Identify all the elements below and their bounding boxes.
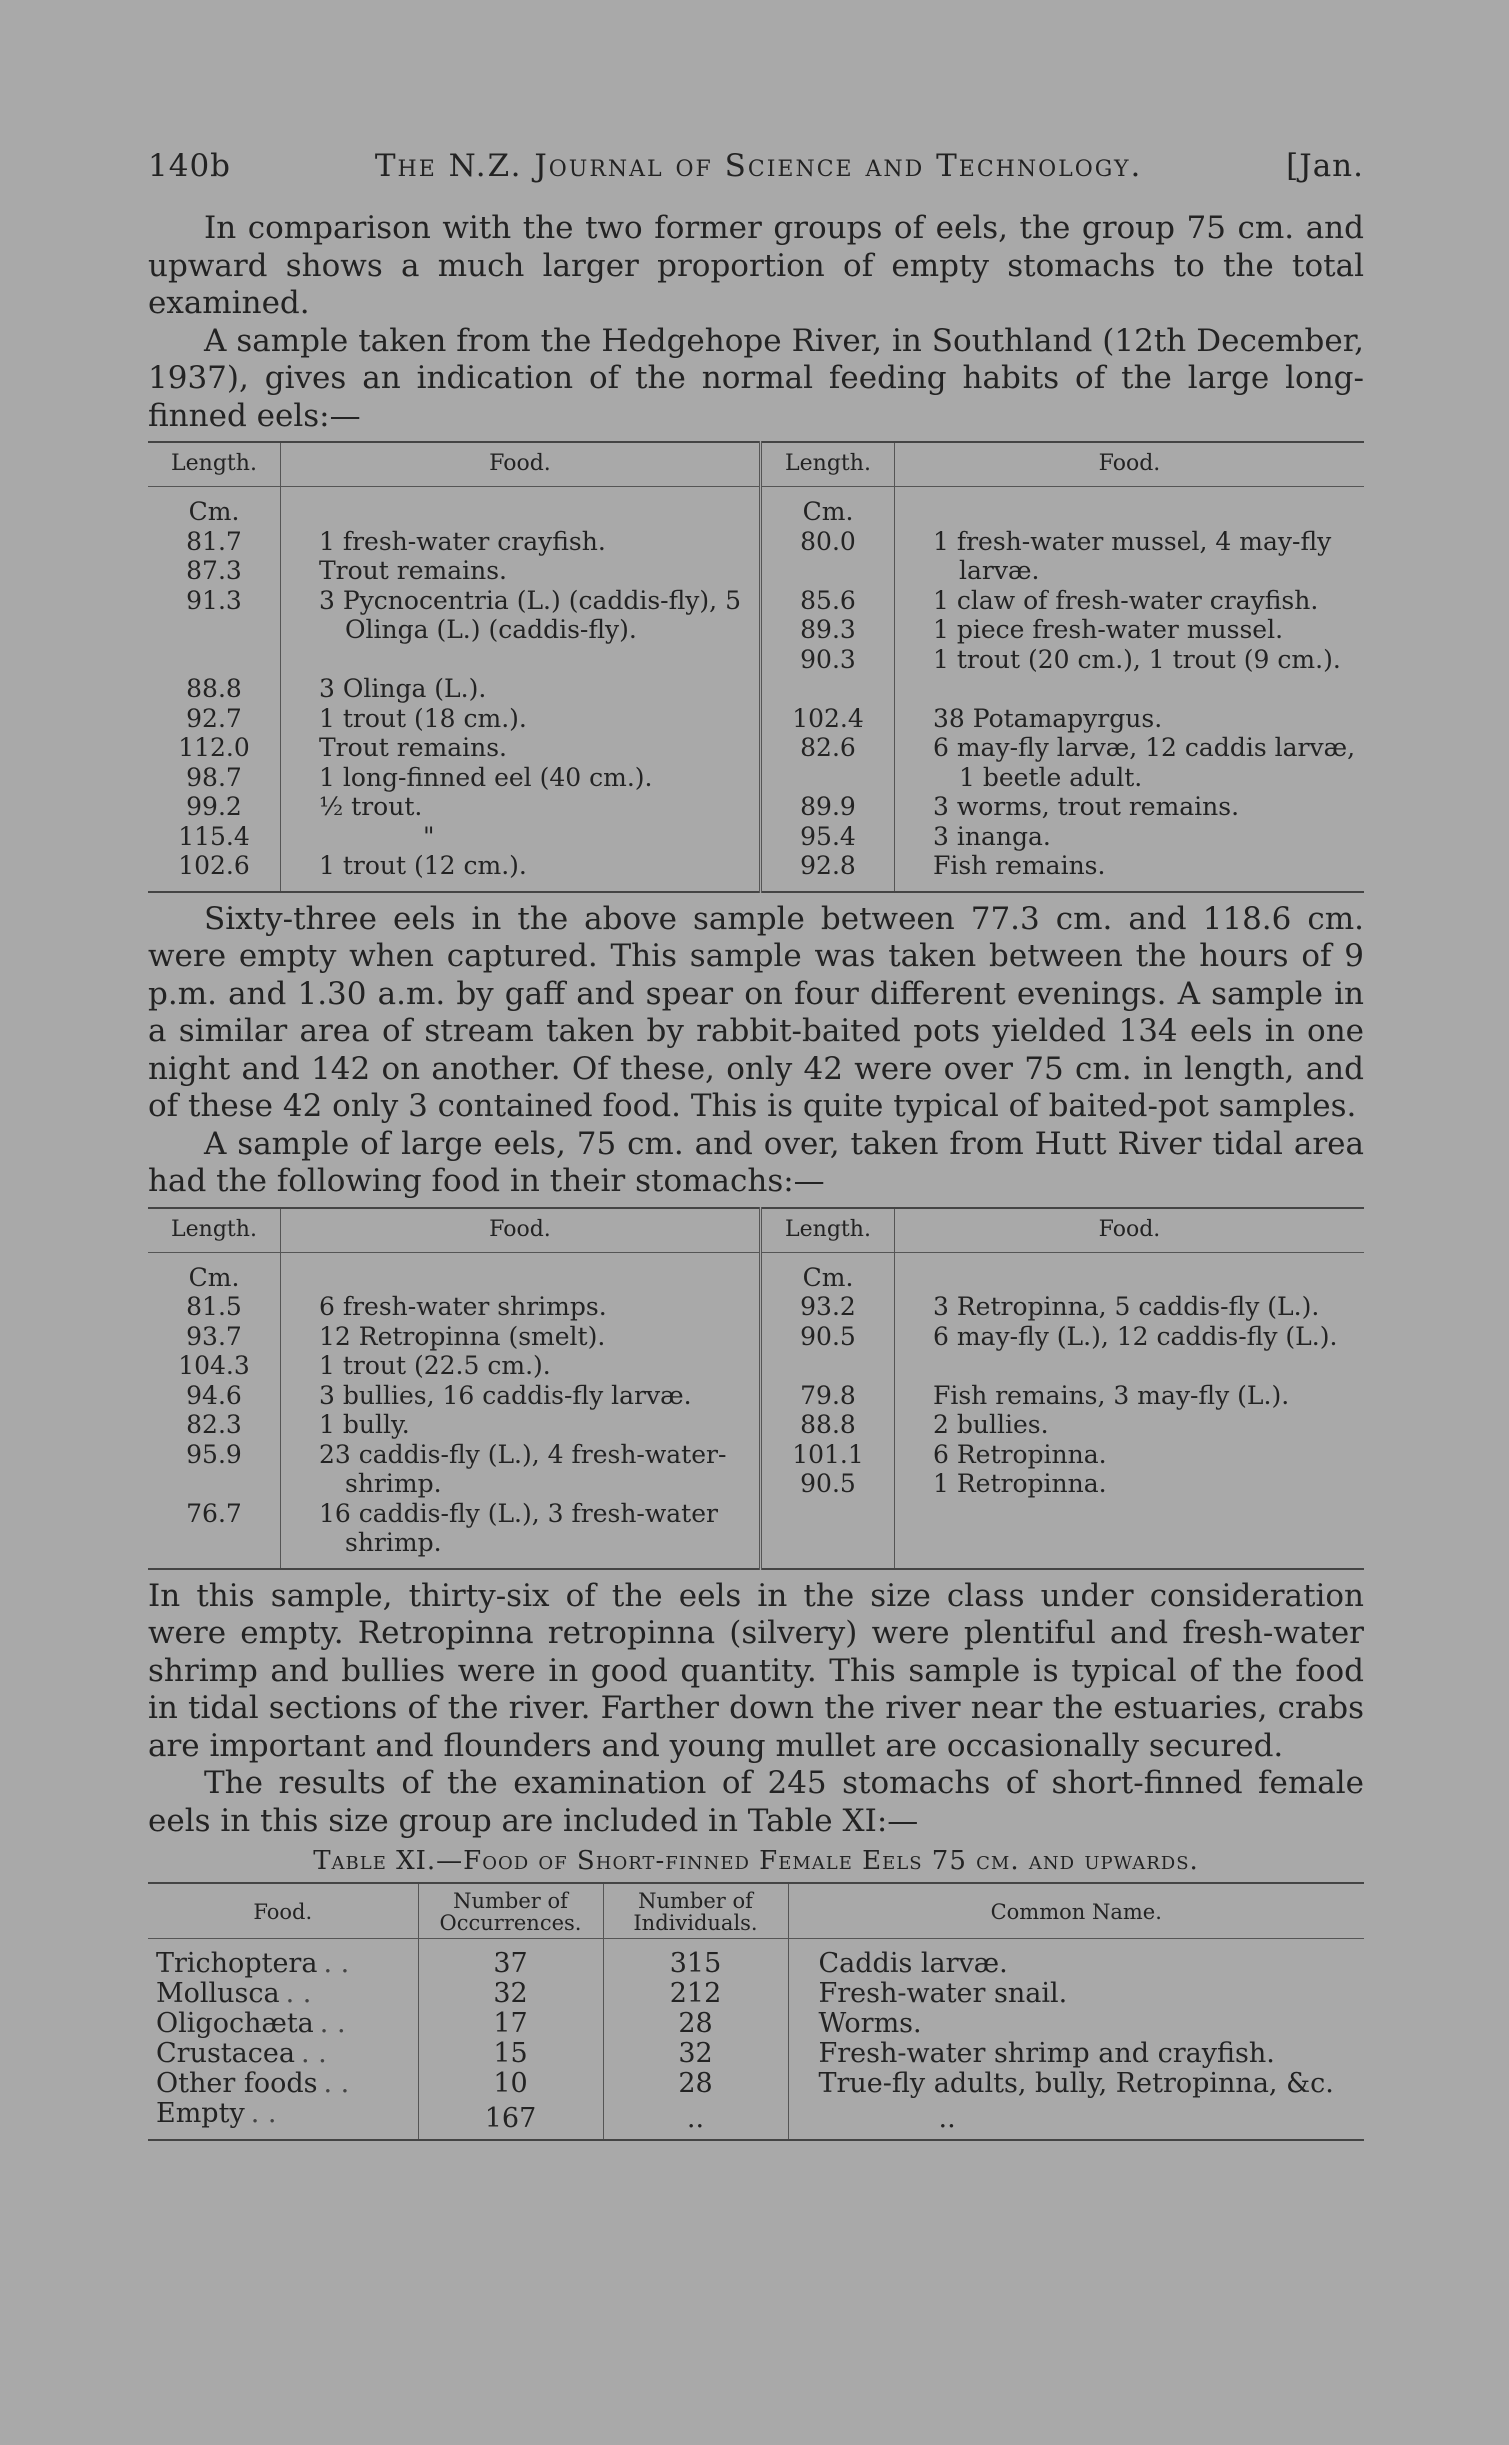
col-header-individuals: Number of Individuals.	[603, 1883, 788, 1939]
paragraph-empty-eels: Sixty-three eels in the above sample between 77.3 cm. and 118.6 cm. were empty when captured. This sample was taken between the hours of 9 p.m. and 1.30 a.m. by gaff and spear on four different evenings. A sample in a similar area of stream taken by rabbit-baited pots yielded 134 eels in one night and 142 on another. Of these, only 42 were over 75 cm. in length, and of these 42 only 3 contained food. This is quite typical of baited-pot samples.	[148, 900, 1364, 1124]
table-row: 93.7 12 Retropinna (smelt). 90.5 6 may-fly (L.), 12 caddis-fly (L.).	[148, 1322, 1364, 1352]
page-number: 140b	[148, 148, 232, 184]
table-row: 102.6 1 trout (12 cm.). 92.8 Fish remains.	[148, 851, 1364, 892]
unit-label: Cm.	[761, 487, 895, 527]
table-row: 88.8 3 Olinga (L.).	[148, 674, 1364, 704]
col-header-food: Food.	[148, 1883, 418, 1939]
col-header-food: Food.	[281, 442, 761, 487]
table-row: 112.0 Trout remains. 82.6 6 may-fly larvæ, 12 caddis larvæ, 1 beetle adult.	[148, 733, 1364, 763]
col-header-common-name: Common Name.	[788, 1883, 1364, 1939]
unit-label: Cm.	[188, 497, 240, 526]
table-xi	[148, 1882, 1364, 2141]
table-row: Mollusca . . 32 212 Fresh-water snail.	[148, 1979, 1364, 2009]
table-row: 90.5 1 Retropinna.	[148, 1469, 1364, 1499]
unit-label: Cm.	[188, 1262, 240, 1292]
paragraph-comparison: In comparison with the two former groups of eels, the group 75 cm. and upward shows a much larger proportion of empty stomachs to the total examined.	[148, 210, 1364, 321]
hedgehope-food-table	[148, 441, 1364, 893]
table-row: 98.7 1 long-finned eel (40 cm.).	[148, 763, 1364, 793]
table-row: Oligochæta . . 17 28 Worms.	[148, 2009, 1364, 2039]
table-row: Other foods . . 10 28 True-fly adults, bully, Retropinna, &c.	[148, 2069, 1364, 2099]
col-header-length: Length.	[148, 1208, 281, 1253]
table-row: Crustacea . . 15 32 Fresh-water shrimp and crayfish.	[148, 2039, 1364, 2069]
journal-title: The N.Z. Journal of Science and Technology.	[374, 148, 1143, 184]
col-header-food: Food.	[895, 442, 1365, 487]
hutt-food-table	[148, 1207, 1364, 1570]
table-row: 87.3 Trout remains.	[148, 556, 1364, 586]
col-header-length: Length.	[761, 1208, 895, 1253]
table-row: 104.3 1 trout (22.5 cm.).	[148, 1351, 1364, 1381]
table-row: 99.2 ½ trout. 89.9 3 worms, trout remains.	[148, 792, 1364, 822]
table-row: 81.5 6 fresh-water shrimps. 93.2 3 Retropinna, 5 caddis-fly (L.).	[148, 1292, 1364, 1322]
table11-caption: Table XI.—Food of Short-finned Female Eels 75 cm. and upwards.	[313, 1846, 1199, 1876]
table-row: 82.3 1 bully. 88.8 2 bullies.	[148, 1410, 1364, 1440]
paragraph-table11-intro: The results of the examination of 245 stomachs of short-finned female eels in this size group are included in Table XI:—	[148, 1765, 1364, 1839]
unit-label: Cm.	[761, 1252, 895, 1292]
table-row: 94.6 3 bullies, 16 caddis-fly larvæ. 79.8 Fish remains, 3 may-fly (L.).	[148, 1381, 1364, 1411]
table-row: 92.7 1 trout (18 cm.). 102.4 38 Potamapyrgus.	[148, 704, 1364, 734]
col-header-occurrences: Number of Occurrences.	[418, 1883, 603, 1939]
paragraph-hutt-intro: A sample of large eels, 75 cm. and over, taken from Hutt River tidal area had the following food in their stomachs:—	[148, 1125, 1364, 1199]
table-row: 115.4 " 95.4 3 inanga.	[148, 822, 1364, 852]
table-row: 91.3 3 Pycnocentria (L.) (caddis-fly), 5 Olinga (L.) (caddis-fly). 85.6 1 claw of fresh-water crayfish.	[148, 586, 1364, 616]
col-header-food: Food.	[281, 1208, 761, 1253]
paragraph-hutt-results: In this sample, thirty-six of the eels in the size class under consideration were empty. Retropinna retropinna (silvery) were plentiful and fresh-water shrimp and bullies were in good quantity. This sample is typical of the food in tidal sections of the river. Farther down the river near the estuaries, crabs are important and flounders and young mullet are occasionally secured.	[148, 1577, 1364, 1764]
col-header-length: Length.	[761, 442, 895, 487]
table-row: Empty . . 167 .. ..	[148, 2099, 1364, 2140]
table-row: 90.3 1 trout (20 cm.), 1 trout (9 cm.).	[148, 645, 1364, 675]
paragraph-hedgehope-intro: A sample taken from the Hedgehope River, in Southland (12th December, 1937), gives an indication of the normal feeding habits of the large long-finned eels:—	[148, 322, 1364, 434]
table-row: Trichoptera . . 37 315 Caddis larvæ.	[148, 1949, 1364, 1979]
issue-month: [Jan.	[1286, 148, 1364, 184]
col-header-food: Food.	[895, 1208, 1365, 1253]
table-row: 95.9 23 caddis-fly (L.), 4 fresh-water-shrimp. 101.1 6 Retropinna.	[148, 1440, 1364, 1470]
col-header-length: Length.	[148, 442, 281, 487]
table-row: 81.7 1 fresh-water crayfish. 80.0 1 fresh-water mussel, 4 may-fly larvæ.	[148, 527, 1364, 557]
table-row: 89.3 1 piece fresh-water mussel.	[148, 615, 1364, 645]
table-row: 76.7 16 caddis-fly (L.), 3 fresh-water shrimp.	[148, 1499, 1364, 1569]
running-header	[148, 148, 1364, 184]
